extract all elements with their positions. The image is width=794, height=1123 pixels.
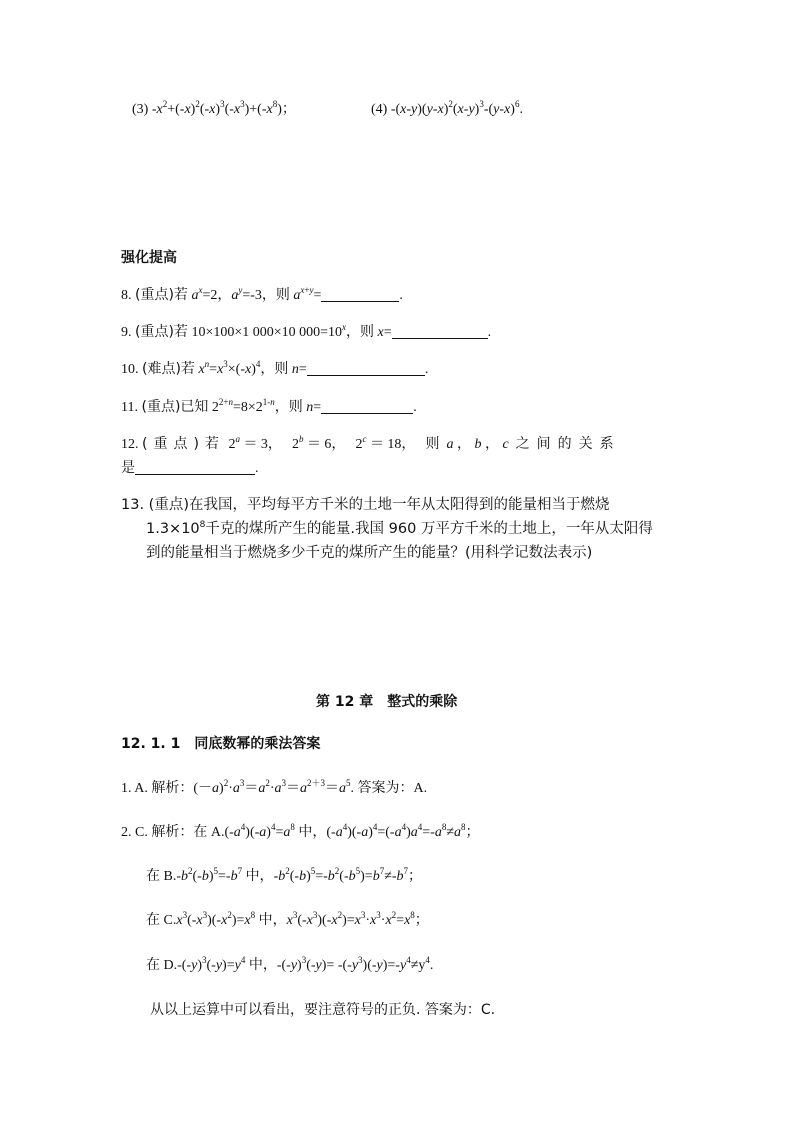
question-11: 11. (重点)已知 $2^{2+n}=8\times 2^{1-n}$，则 n= . (121, 397, 417, 415)
answer-2-line3: 在 $C.x^3(-x^3)(-x^2)=x^8$ 中，$x^3(-x^3)(-x^2)=x^3\cdot x^3\cdot x^2=x^8$； (146, 910, 429, 928)
answer-2-line5: 从以上运算中可以看出，要注意符号的正负. 答案为：C. (150, 1002, 496, 1018)
question-8: 8. (重点)若 $a^x=2$，$a^y=-3$，则 $a^{x+y}=$ . (121, 285, 403, 303)
question-13-line3: 到的能量相当于燃烧多少千克的煤所产生的能量？(用科学记数法表示) (146, 545, 593, 561)
problem-4-label: (4) (371, 102, 388, 117)
question-13-line2: $1.3\times 10^8$千克的煤所产生的能量.我国 960 万平方千米的土地上，一年从太阳得 (146, 520, 653, 537)
question-10: 10. (难点)若 $x^n=x^3\times(-x)^4$，则 n= . (121, 359, 429, 377)
answer-2-line2: 在 $B.-b^2(-b)^5=-b^7$ 中，$-b^2(-b)^5=-b^2(-b^5)=b^7\ne-b^7$； (146, 866, 423, 884)
answer-1: 1. A. 解析：$(-a)^2\cdot a^3=a^2\cdot a^3=a^{2+3}=a^5$. 答案为：A. (121, 778, 428, 796)
problem-3-rendered: (3) $-x^2+(-x)^2(-x)^3(-x^3)+(-x^8)$； (132, 99, 296, 117)
answer-2-line1: 2. C. 解析：在 $A.(-a^4)(-a)^4=a^8$ 中，$(-a^4)(-a)^4=(-a^4)a^4=-a^8\ne a^8$； (121, 822, 480, 840)
problem-3-label: (3) (132, 102, 149, 117)
question-12-line2: 是 . (121, 460, 259, 476)
chapter-title: 第 12 章 整式的乘除 (316, 694, 458, 710)
answer-2-line4: 在 $D.-(-y)^3(-y)=y^4$ 中，$-(-y)^3(-y)= -(-y^3)(-y)=-y^4\ne y^4$. (146, 955, 434, 973)
problem-4-rendered: (4) $-(x-y)(y-x)^2(x-y)^3-(y-x)^6$. (371, 99, 523, 117)
question-13-line1: 13. (重点)在我国，平均每平方千米的土地一年从太阳得到的能量相当于燃烧 (121, 497, 610, 513)
answers-title: 12. 1. 1 同底数幂的乘法答案 (121, 736, 321, 752)
question-12-line1: 12. (重点)若 $2^a = 3$， $2^b = 6$， $2^c = 18$， 则 a ， b ， c 之间的关系 (121, 434, 621, 452)
section-title: 强化提高 (121, 250, 177, 266)
question-9: 9. (重点)若 10×100×1 000×10 $000=10^x$，则 x= . (121, 322, 492, 340)
